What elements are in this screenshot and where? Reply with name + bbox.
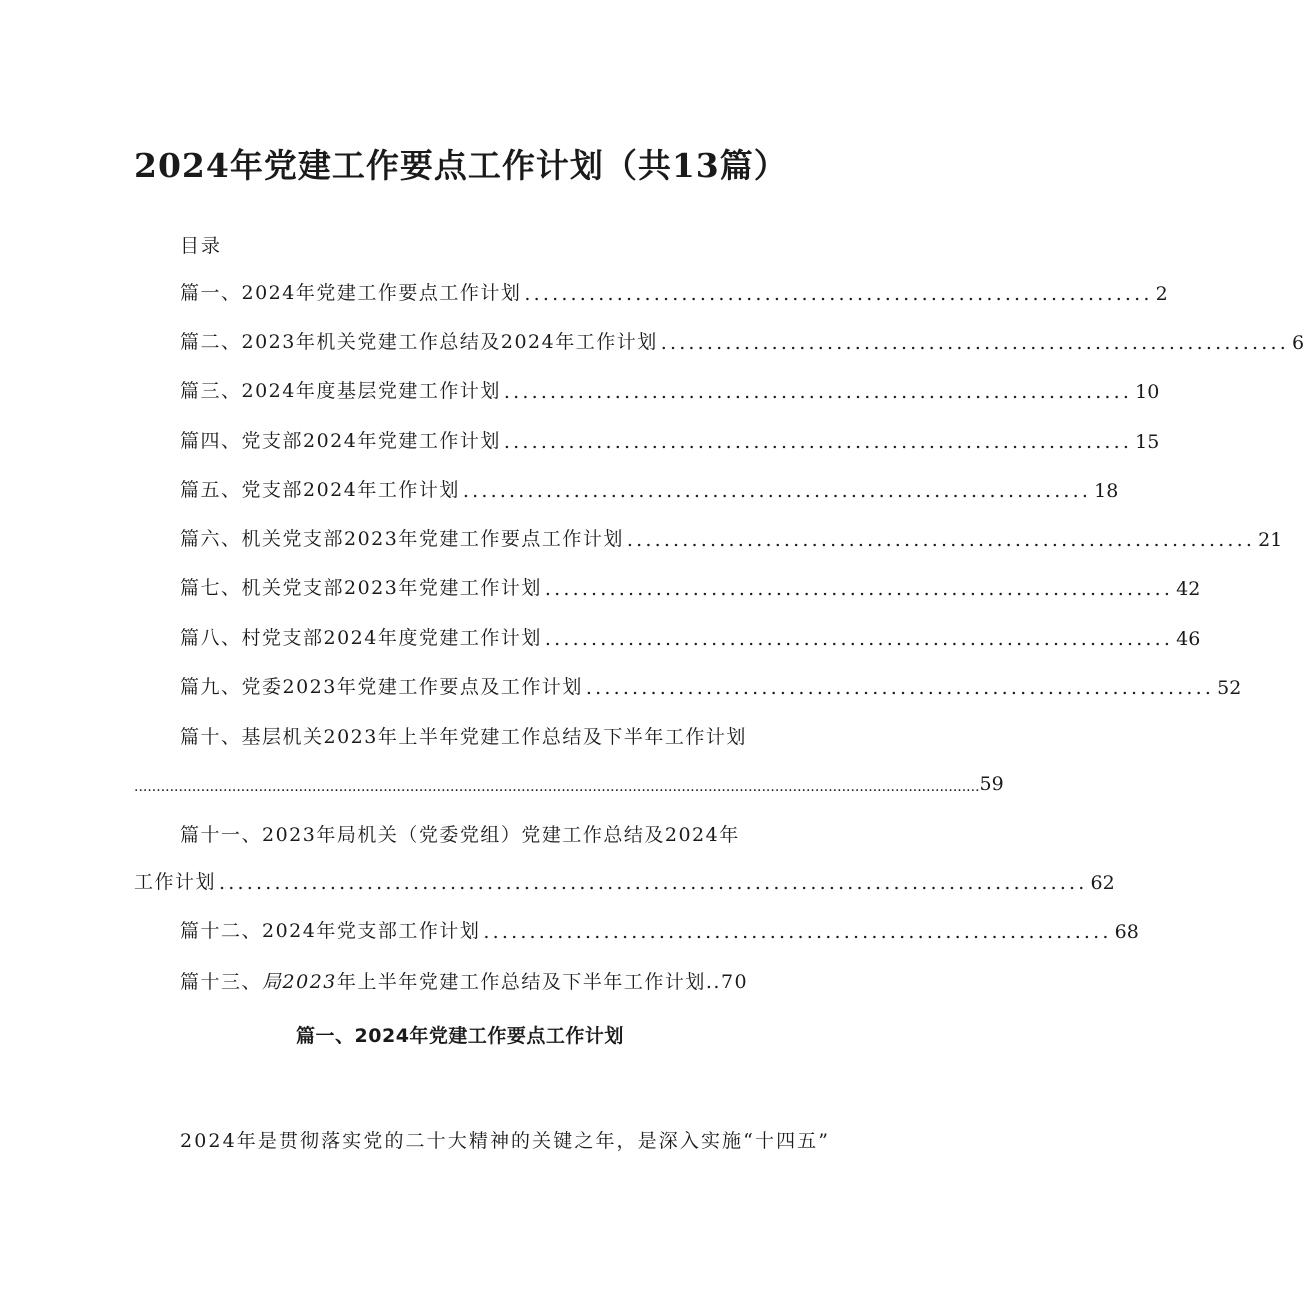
toc-item-page: 62 [1090,872,1115,894]
toc-item-label-rest: 年上半年党建工作总结及下半年工作计划.. [336,971,721,993]
toc-item-page: 10 [1135,381,1160,403]
toc-item-10-cont[interactable] [134,769,1004,795]
toc-item[interactable] [180,427,1160,453]
toc-item-page: 2 [1155,283,1168,305]
toc-item-page: 70 [720,971,749,993]
toc-item-11-line1[interactable]: 篇十一、2023年局机关（党委党组）党建工作总结及2024年 [180,824,740,846]
toc-item-page: 68 [1114,921,1139,943]
toc-leader-dots: .................................................................... [544,578,1174,600]
section-heading: 篇一、2024年党建工作要点工作计划 [296,1025,624,1047]
toc-heading: 目录 [180,235,223,257]
toc-item-label-prefix: 篇十三、 [180,971,263,993]
toc-item-label: 篇五、党支部2024年工作计划 [180,479,460,501]
toc-item-label: 篇六、机关党支部2023年党建工作要点工作计划 [180,528,624,550]
toc-leader-dots: .................................................................... [585,677,1215,699]
toc-item-label: 篇九、党委2023年党建工作要点及工作计划 [180,676,583,698]
toc-leader-dots: .................................................................... [462,480,1092,502]
toc-leader-dots: .................................................................... [626,529,1256,551]
toc-leader-dots: .................................................................... [544,628,1174,650]
toc-leader-dots: .................................................................... [483,921,1112,943]
toc-item-page: 59 [979,773,1004,795]
toc-item[interactable] [180,574,1201,600]
toc-item[interactable] [180,525,1283,551]
toc-item-13[interactable] [180,967,748,994]
toc-leader-dots: .................................................................... [524,283,1153,305]
toc-leader-dots: .................................................................... [503,381,1133,403]
toc-item-label: 工作计划 [134,871,217,893]
toc-item-label: 篇二、2023年机关党建工作总结及2024年工作计划 [180,331,658,353]
body-paragraph: 2024年是贯彻落实党的二十大精神的关键之年，是深入实施“十四五” [180,1130,831,1152]
toc-item-page: 15 [1135,431,1160,453]
toc-item-label: 篇一、2024年党建工作要点工作计划 [180,282,522,304]
toc-leader-dots: .................................................................... [660,332,1290,354]
toc-item-10-line1[interactable]: 篇十、基层机关2023年上半年党建工作总结及下半年工作计划 [180,726,747,748]
page-title: 2024年党建工作要点工作计划（共13篇） [134,146,788,185]
toc-item-page: 6 [1292,332,1304,354]
toc-item-label: 篇十二、2024年党支部工作计划 [180,920,481,942]
toc-item-label: 篇七、机关党支部2023年党建工作计划 [180,577,542,599]
toc-item[interactable] [180,328,1304,354]
toc-item-page: 46 [1176,628,1201,650]
toc-item[interactable] [180,279,1168,305]
toc-item-page: 18 [1094,480,1119,502]
toc-item-page: 21 [1258,529,1283,551]
toc-item-label-italic: 局2023 [262,971,337,993]
toc-item[interactable] [180,476,1119,502]
toc-leader-dots: .................................................................... [503,431,1133,453]
toc-item-label: 篇四、党支部2024年党建工作计划 [180,430,501,452]
toc-item[interactable] [180,673,1242,699]
toc-item-11-cont[interactable] [134,868,1115,894]
toc-item[interactable] [180,377,1160,403]
toc-leader-dots: .............................................................................................................................................................................................. [134,779,980,795]
toc-item-page: 52 [1217,677,1242,699]
toc-item-label: 篇八、村党支部2024年度党建工作计划 [180,627,542,649]
toc-item[interactable] [180,624,1201,650]
toc-item-label: 篇三、2024年度基层党建工作计划 [180,380,501,402]
toc-leader-dots: .............................................................................................. [219,872,1088,894]
toc-item-page: 42 [1176,578,1201,600]
toc-item[interactable] [180,917,1139,943]
